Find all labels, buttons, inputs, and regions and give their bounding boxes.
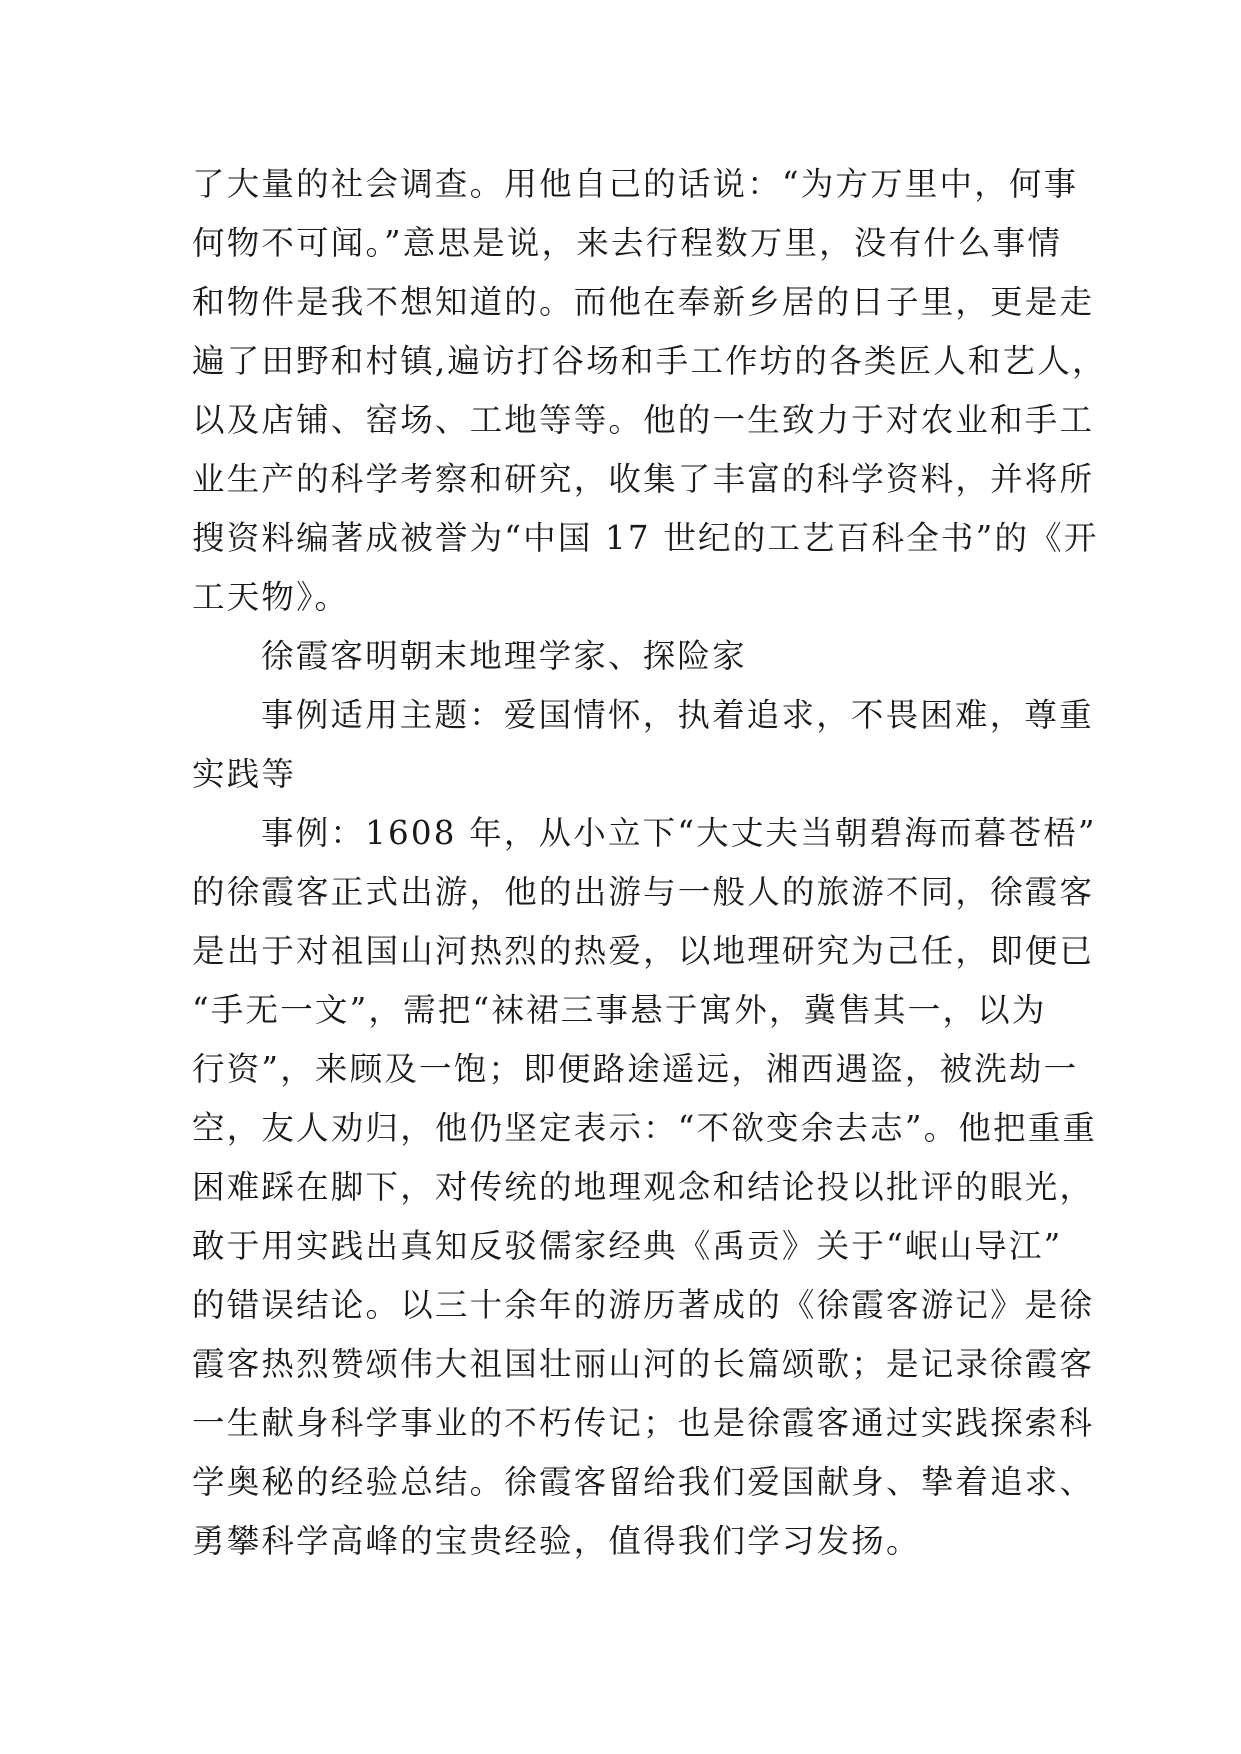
- text-line: 行资”，来顾及一饱；即便路途遥远，湘西遇盗，被洗劫一: [192, 1050, 1079, 1088]
- text-line: 困难踩在脚下，对传统的地理观念和结论投以批评的眼光，: [192, 1168, 1095, 1206]
- text-line: 霞客热烈赞颂伟大祖国壮丽山河的长篇颂歌；是记录徐霞客: [192, 1345, 1095, 1383]
- text-line: 事例：1608 年，从小立下“大丈夫当朝碧海而暮苍梧”: [261, 814, 1097, 852]
- text-line: 学奥秘的经验总结。徐霞客留给我们爱国献身、挚着追求、: [192, 1463, 1095, 1501]
- text-line: 的错误结论。以三十余年的游历著成的《徐霞客游记》是徐: [192, 1286, 1095, 1324]
- text-line: 空，友人劝归，他仍坚定表示：“不欲变余去志”。他把重重: [192, 1109, 1098, 1147]
- text-line: 和物件是我不想知道的。而他在奉新乡居的日子里，更是走: [192, 283, 1095, 321]
- text-line: 一生献身科学事业的不朽传记；也是徐霞客通过实践探索科: [192, 1404, 1095, 1442]
- text-line: 的徐霞客正式出游，他的出游与一般人的旅游不同，徐霞客: [192, 873, 1095, 911]
- text-line: 搜资料编著成被誉为“中国 17 世纪的工艺百科全书”的《开: [192, 519, 1099, 557]
- section-heading: 徐霞客明朝末地理学家、探险家: [261, 637, 747, 675]
- text-line: 以及店铺、窑场、工地等等。他的一生致力于对农业和手工: [192, 401, 1095, 439]
- text-line: 事例适用主题：爱国情怀，执着追求，不畏困难，尊重: [261, 696, 1094, 734]
- text-line: “手无一文”，需把“袜裙三事悬于寓外，冀售其一，以为: [192, 991, 1047, 1029]
- text-line: 遍了田野和村镇,遍访打谷场和手工作坊的各类匠人和艺人，: [192, 342, 1107, 380]
- document-body: [192, 155, 1107, 1571]
- text-line: 何物不可闻。”意思是说，来去行程数万里，没有什么事情: [192, 224, 1063, 262]
- text-line: 业生产的科学考察和研究，收集了丰富的科学资料，并将所: [192, 460, 1095, 498]
- text-line: 工天物》。: [192, 578, 350, 616]
- text-line: 了大量的社会调查。用他自己的话说：“为方万里中，何事: [192, 165, 1079, 203]
- text-line: 实践等: [192, 755, 297, 793]
- text-line: 是出于对祖国山河热烈的热爱，以地理研究为己任，即便已: [192, 932, 1095, 970]
- text-line: 敢于用实践出真知反驳儒家经典《禹贡》关于“岷山导江”: [192, 1227, 1063, 1265]
- text-line: 勇攀科学高峰的宝贵经验，值得我们学习发扬。: [192, 1522, 921, 1560]
